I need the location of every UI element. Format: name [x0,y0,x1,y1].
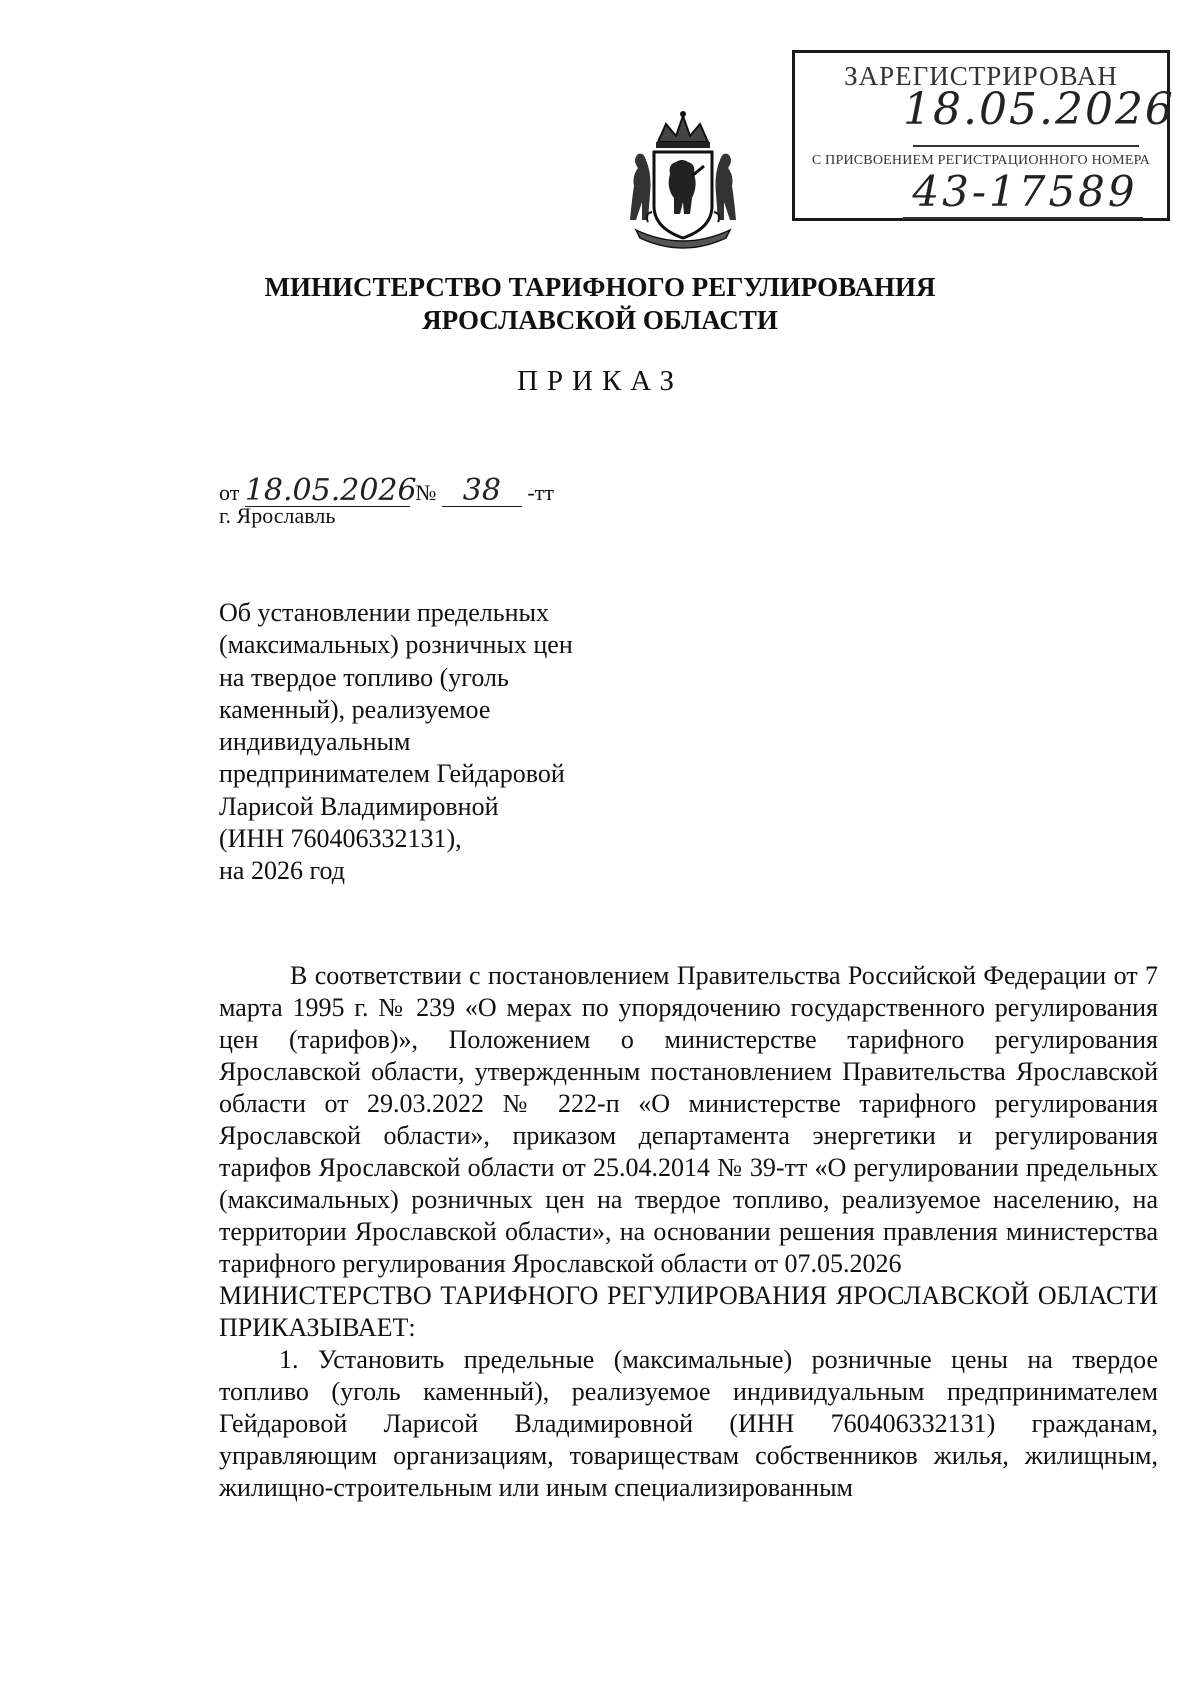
stamp-registration-number: 43-17589 [912,167,1138,216]
registration-stamp [792,50,1175,221]
subject-line: Об установлении предельных [219,598,549,627]
stamp-date: 18.05.2026 [903,84,1175,135]
subject-line: предпринимателем Гейдаровой [219,759,565,789]
preamble-paragraph: В соответствии с постановлением Правительства Российской Федерации от 7 марта 1995 г. № 239 «О мерах по упорядочению государственного регулирования цен (тарифов)», Положением о министерстве тарифного регулирования Ярославской области, утвержденным постановлением Правительства Ярославской области от 29.03.2022 № 222-п «О министерстве тарифного регулирования Ярославской области», приказом департамента энергетики и регулирования тарифов Ярославской области от 25.04.2014 № 39-тт «О регулировании предельных (максимальных) розничных цен на твердое топливо, реализуемое населению, на территории Ярославской области», на основании решения правления министерства тарифного регулирования Ярославской области от 07.05.2026 [219,961,1158,1278]
order-number: 38 [442,476,522,507]
number-label: № [415,480,437,505]
ministry-name-line2: ЯРОСЛАВСКОЙ ОБЛАСТИ [422,305,778,335]
subject-line: (ИНН 760406332131), [219,824,462,854]
stamp-date-underline [913,145,1139,147]
resolution-paragraph: МИНИСТЕРСТВО ТАРИФНОГО РЕГУЛИРОВАНИЯ ЯРОСЛАВСКОЙ ОБЛАСТИ ПРИКАЗЫВАЕТ: [219,1281,1158,1342]
item-1-paragraph: 1. Установить предельные (максимальные) розничные цены на твердое топливо (уголь каменный), реализуемое индивидуальным предпринимателем Гейдаровой Ларисой Владимировной (ИНН 760406332131) гражданам, управляющим организациям, товариществам собственников жилья, жилищным, жилищно-строительным или иным специализированным [219,1345,1158,1502]
order-subject [219,597,573,888]
stamp-subtitle: С ПРИСВОЕНИЕМ РЕГИСТРАЦИОННОГО НОМЕРА [811,153,1151,168]
ministry-name-line1: МИНИСТЕРСТВО ТАРИФНОГО РЕГУЛИРОВАНИЯ [264,272,936,302]
subject-line: каменный), реализуемое [219,694,491,724]
coat-of-arms-emblem [618,102,748,252]
subject-line: на твердое топливо (уголь [219,662,509,692]
order-number-suffix: -тт [527,480,554,505]
subject-line: индивидуальным [219,727,411,757]
stamp-title: ЗАРЕГИСТРИРОВАН [844,61,1118,91]
stamp-number-underline [903,217,1143,219]
from-label: от [219,480,240,505]
document-type-title: ПРИКАЗ [516,365,684,397]
order-date: 18.05.2026 [244,473,417,508]
order-body [219,960,1158,1504]
subject-line: Ларисой Владимировной [219,791,499,821]
subject-line: (максимальных) розничных цен [219,630,573,660]
city: г. Ярославль [219,503,336,528]
subject-line: на 2026 год [219,856,345,886]
